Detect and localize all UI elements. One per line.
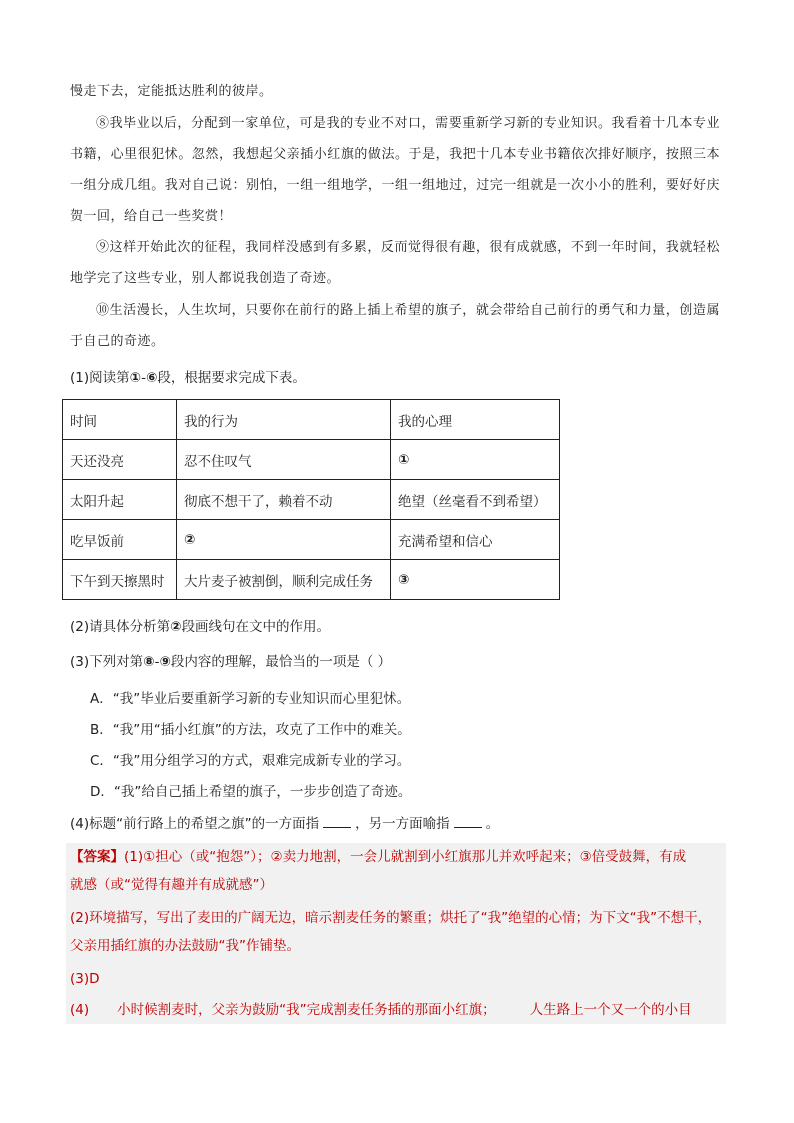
answer-blank [323, 815, 351, 828]
table-cell: 太阳升起 [63, 480, 177, 520]
table-cell: 吃早饭前 [63, 520, 177, 560]
answer-table [62, 399, 560, 600]
table-cell: 天还没亮 [63, 440, 177, 480]
answer-2-line-1: (2)环境描写，写出了麦田的广阔无边，暗示割麦任务的繁重；烘托了“我”绝望的心情；为下文“我”不想干， [70, 910, 712, 926]
answer-1-line-1: 【答案】(1)①担心（或“抱怨”）；②卖力地割，一会儿就割到小红旗那儿并欢呼起来；③倍受鼓舞，有成 [70, 849, 687, 865]
table-cell: 绝望（丝毫看不到希望） [391, 480, 560, 520]
answer-blank [454, 815, 482, 828]
table-cell: 彻底不想干了，赖着不动 [177, 480, 391, 520]
question-3: (3)下列对第⑧-⑨段内容的理解，最恰当的一项是（ ） [70, 654, 392, 670]
table-header: 时间 [63, 400, 177, 440]
question-4: (4)标题“前行路上的希望之旗”的一方面指 ，另一方面喻指 。 [70, 816, 500, 832]
table-cell: ① [391, 440, 560, 480]
answer-2-line-2: 父亲用插红旗的办法鼓励“我”作铺垫。 [70, 938, 300, 954]
question-1: (1)阅读第①-⑥段，根据要求完成下表。 [70, 370, 306, 386]
option-d[interactable]: D．“我”给自己插上希望的旗子，一步步创造了奇迹。 [90, 784, 412, 800]
table-row [63, 480, 560, 520]
option-c[interactable]: C．“我”用分组学习的方式，艰难完成新专业的学习。 [90, 753, 411, 769]
paragraph-10: ⑩生活漫长，人生坎坷，只要你在前行的路上插上希望的旗子，就会带给自己前行的勇气和力量，创造属于自己的奇迹。 [70, 303, 720, 349]
table-cell: ② [177, 520, 391, 560]
table-cell: 下午到天擦黑时 [63, 560, 177, 600]
table-header: 我的行为 [177, 400, 391, 440]
answer-tag: 【答案】 [70, 849, 124, 865]
answer-1-line-2: 就感（或“觉得有趣并有成就感”） [70, 877, 273, 893]
option-b[interactable]: B．“我”用“插小红旗”的方法，攻克了工作中的难关。 [90, 722, 411, 738]
table-cell: 大片麦子被割倒，顺利完成任务 [177, 560, 391, 600]
table-cell: 忍不住叹气 [177, 440, 391, 480]
table-header-row [63, 400, 560, 440]
answer-4: (4) 小时候割麦时，父亲为鼓励“我”完成割麦任务插的那面小红旗； 人生路上一个又一个的小目 [70, 1002, 692, 1018]
table-row [63, 520, 560, 560]
table-cell: ③ [391, 560, 560, 600]
table-row [63, 560, 560, 600]
table-header: 我的心理 [391, 400, 560, 440]
answer-block [66, 843, 726, 1024]
table-row [63, 440, 560, 480]
paragraph-9: ⑨这样开始此次的征程，我同样没感到有多累，反而觉得很有趣，很有成就感，不到一年时间，我就轻松地学完了这些专业，别人都说我创造了奇迹。 [70, 240, 720, 286]
paragraph-8: ⑧我毕业以后，分配到一家单位，可是我的专业不对口，需要重新学习新的专业知识。我看着十几本专业书籍，心里很犯怵。忽然，我想起父亲插小红旗的做法。于是，我把十几本专业书籍依次排好顺序，按照三本一组分成几组。我对自己说：别怕，一组一组地学，一组一组地过，过完一组就是一次小小的胜利，要好好庆贺一回，给自己一些奖赏！ [70, 116, 720, 224]
question-2: (2)请具体分析第②段画线句在文中的作用。 [70, 619, 331, 635]
table-cell: 充满希望和信心 [391, 520, 560, 560]
answer-3: (3)D [70, 971, 100, 987]
paragraph-7-end: 慢走下去，定能抵达胜利的彼岸。 [70, 84, 273, 99]
option-a[interactable]: A．“我”毕业后要重新学习新的专业知识而心里犯怵。 [90, 691, 411, 707]
